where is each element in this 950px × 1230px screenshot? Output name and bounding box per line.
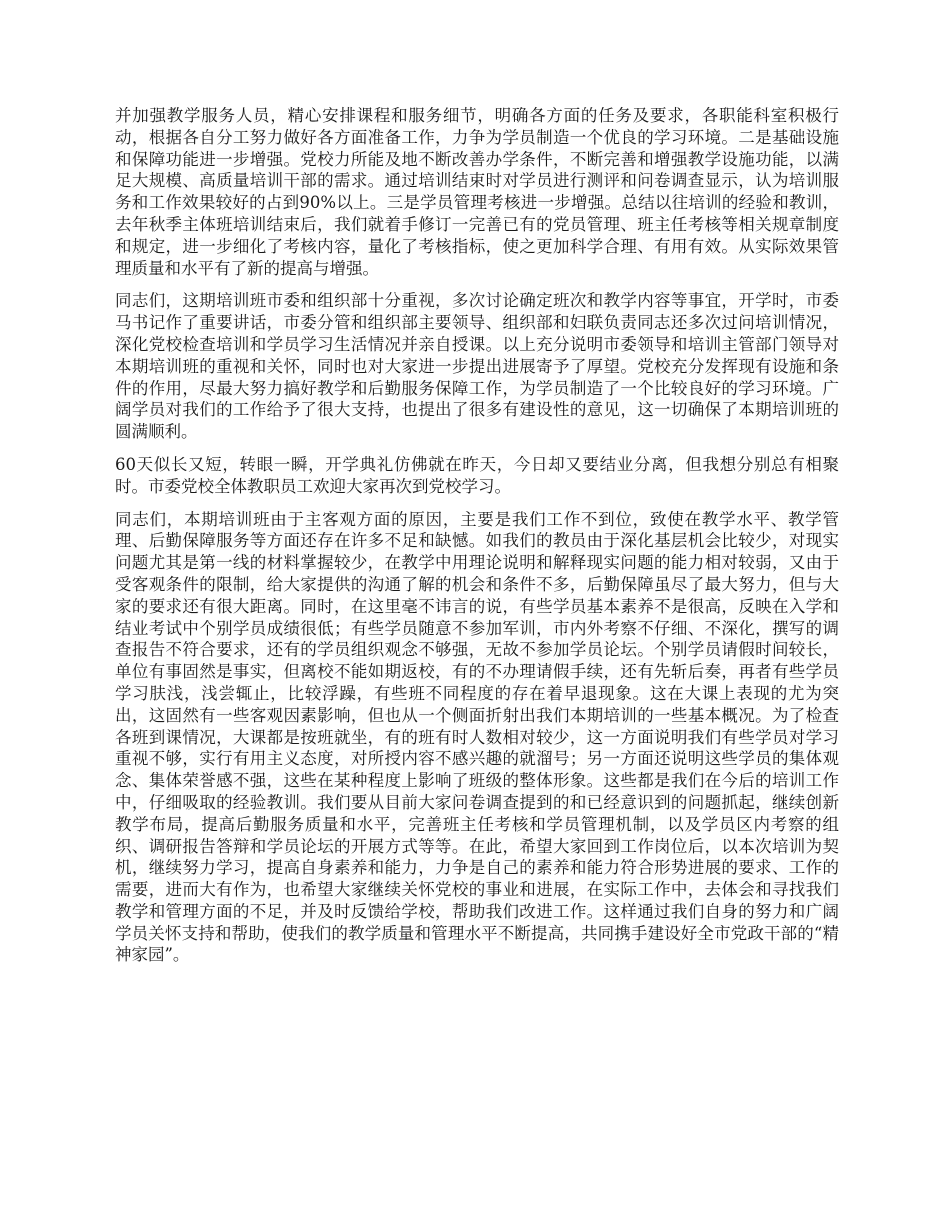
paragraph-1: 并加强教学服务人员，精心安排课程和服务细节，明确各方面的任务及要求，各职能科室积极行动，根据各自分工努力做好各方面准备工作，力争为学员制造一个优良的学习环境。二是基础设施和保障功能进一步增强。党校力所能及地不断改善办学条件，不断完善和增强教学设施功能，以满足大规模、高质量培训干部的需求。通过培训结束时对学员进行测评和问卷调查显示，认为培训服务和工作效果较好的占到90%以上。三是学员管理考核进一步增强。总结以往培训的经验和教训，去年秋季主体班培训结束后，我们就着手修订一完善已有的党员管理、班主任考核等相关规章制度和规定，进一步细化了考核内容，量化了考核指标，使之更加科学合理、有用有效。从实际效果管理质量和水平有了新的提高与增强。	[115, 106, 839, 278]
paragraph-3: 60天似长又短，转眼一瞬，开学典礼仿佛就在昨天，今日却又要结业分离，但我想分别总有相聚时。市委党校全体教职员工欢迎大家再次到党校学习。	[115, 454, 839, 496]
paragraph-2: 同志们，这期培训班市委和组织部十分重视，多次讨论确定班次和教学内容等事宜，开学时，市委马书记作了重要讲话，市委分管和组织部主要领导、组织部和妇联负责同志还多次过问培训情况，深化党校检查培训和学员学习生活情况并亲自授课。以上充分说明市委领导和培训主管部门领导对本期培训班的重视和关怀，同时也对大家进一步提出进展寄予了厚望。党校充分发挥现有设施和条件的作用，尽最大努力搞好教学和后勤服务保障工作，为学员制造了一个比较良好的学习环境。广阔学员对我们的工作给予了很大支持，也提出了很多有建设性的意见，这一切确保了本期培训班的圆满顺利。	[115, 291, 839, 442]
paragraph-4: 同志们，本期培训班由于主客观方面的原因，主要是我们工作不到位，致使在教学水平、教学管理、后勤保障服务等方面还存在许多不足和缺憾。如我们的教员由于深化基层机会比较少，对现实问题尤其是第一线的材料掌握较少，在教学中用理论说明和解释现实问题的能力相对较弱，又由于受客观条件的限制，给大家提供的沟通了解的机会和条件不多，后勤保障虽尽了最大努力，但与大家的要求还有很大距离。同时，在这里毫不讳言的说，有些学员基本素养不是很高，反映在入学和结业考试中个别学员成绩很低；有些学员随意不参加军训，市内外考察不仔细、不深化，撰写的调查报告不符合要求，还有的学员组织观念不够强，无故不参加学员论坛。个别学员请假时间较长，单位有事固然是事实，但离校不能如期返校，有的不办理请假手续，还有先斩后奏，再者有些学员学习肤浅，浅尝辄止，比较浮躁，有些班不同程度的存在着早退现象。这在大课上表现的尤为突出，这固然有一些客观因素影响，但也从一个侧面折射出我们本期培训的一些基本概况。为了检查各班到课情况，大课都是按班就坐，有的班有时人数相对较少，这一方面说明我们有些学员对学习重视不够，实行有用主义态度，对所授内容不感兴趣的就溜号；另一方面还说明这些学员的集体观念、集体荣誉感不强，这些在某种程度上影响了班级的整体形象。这些都是我们在今后的培训工作中，仔细吸取的经验教训。我们要从目前大家问卷调查提到的和已经意识到的问题抓起，继续创新教学布局，提高后勤服务质量和水平，完善班主任考核和学员管理机制，以及学员区内考察的组织、调研报告答辩和学员论坛的开展方式等等。在此，希望大家回到工作岗位后，以本次培训为契机，继续努力学习，提高自身素养和能力，力争是自己的素养和能力符合形势进展的要求、工作的需要，进而大有作为，也希望大家继续关怀党校的事业和进展，在实际工作中，去体会和寻找我们教学和管理方面的不足，并及时反馈给学校，帮助我们改进工作。这样通过我们自身的努力和广阔学员关怀支持和帮助，使我们的教学质量和管理水平不断提高，共同携手建设好全市党政干部的“精神家园”。	[115, 509, 839, 965]
document-body	[115, 105, 839, 977]
